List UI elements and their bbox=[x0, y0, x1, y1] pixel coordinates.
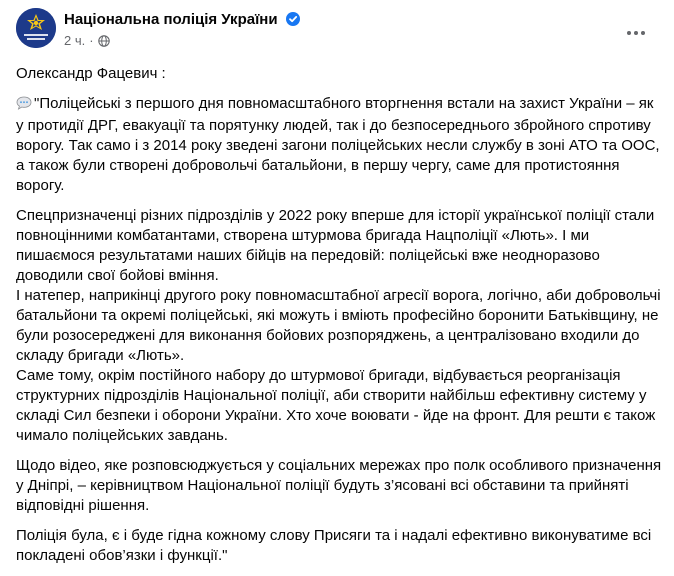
police-badge-icon bbox=[16, 8, 56, 48]
post-paragraph-1-text: "Поліцейські з першого дня повномасштабного вторгнення встали на захист України – як у протидії ДРГ, евакуації та порятунку людей, так і до безпосереднього збройного спротиву ворогу. Так само і з 2014 року зведені загони поліцейських несли службу в зоні АТО та ООС, а також були створені добровольчі батальйони, в першу чергу, саме для протистояння ворогу. bbox=[16, 95, 660, 194]
verified-badge-icon bbox=[286, 12, 300, 30]
post-paragraph-1 bbox=[16, 94, 664, 196]
post-paragraph-2: Спецпризначенці різних підрозділів у 2022 року вперше для історії української поліції стали повноцінними комбатантами, створена штурмова бригада Нацполіції «Лють». І ми пишаємося результатами наших бійців на передовій: поліцейські вже неодноразово доводили свої бойові вміння. І натепер, наприкінці другого року повномасштабної агресії ворога, логічно, аби добровольчі батальйони та окремі поліцейські, які можуть і вміють професійно боронити Батьківщину, не були розосереджені для виконання бойових розпоряджень, а централізовано входили до складу бригади «Лють». Саме тому, окрім постійного набору до штурмової бригади, відбувається реорганізація структурних підрозділів Національної поліції, аби створити найбільш ефективну систему у складі Сил безпеки і оборони України. Хто хоче воювати - йде на фронт. Для решти є також чимало поліцейських завдань. bbox=[16, 207, 661, 444]
page-avatar[interactable] bbox=[16, 8, 56, 48]
post-paragraph-3: Щодо відео, яке розповсюджується у соціальних мережах про полк особливого призначення у Дніпрі, – керівництвом Національної поліції будуть з’ясовані всі обставини та прийняті відповідні рішення. bbox=[16, 457, 662, 514]
post-paragraph-4: Поліція була, є і буде гідна кожному слову Присяги та і надалі ефективно виконуватиме всі покладені обов’язки і функції." bbox=[16, 527, 652, 564]
page-name-text[interactable]: Національна поліція України bbox=[64, 11, 278, 28]
globe-icon[interactable] bbox=[98, 35, 110, 50]
more-options-button[interactable] bbox=[618, 14, 654, 50]
post-content bbox=[16, 64, 664, 576]
meta-separator: · bbox=[89, 33, 94, 48]
page-name[interactable] bbox=[64, 11, 300, 30]
post-timestamp[interactable]: 2 ч. bbox=[64, 33, 86, 48]
post-meta bbox=[64, 33, 110, 50]
speech-bubble-icon bbox=[16, 96, 32, 116]
quote-author: Олександр Фацевич : bbox=[16, 65, 166, 82]
more-options-icon bbox=[626, 23, 646, 41]
post-header bbox=[16, 8, 658, 54]
